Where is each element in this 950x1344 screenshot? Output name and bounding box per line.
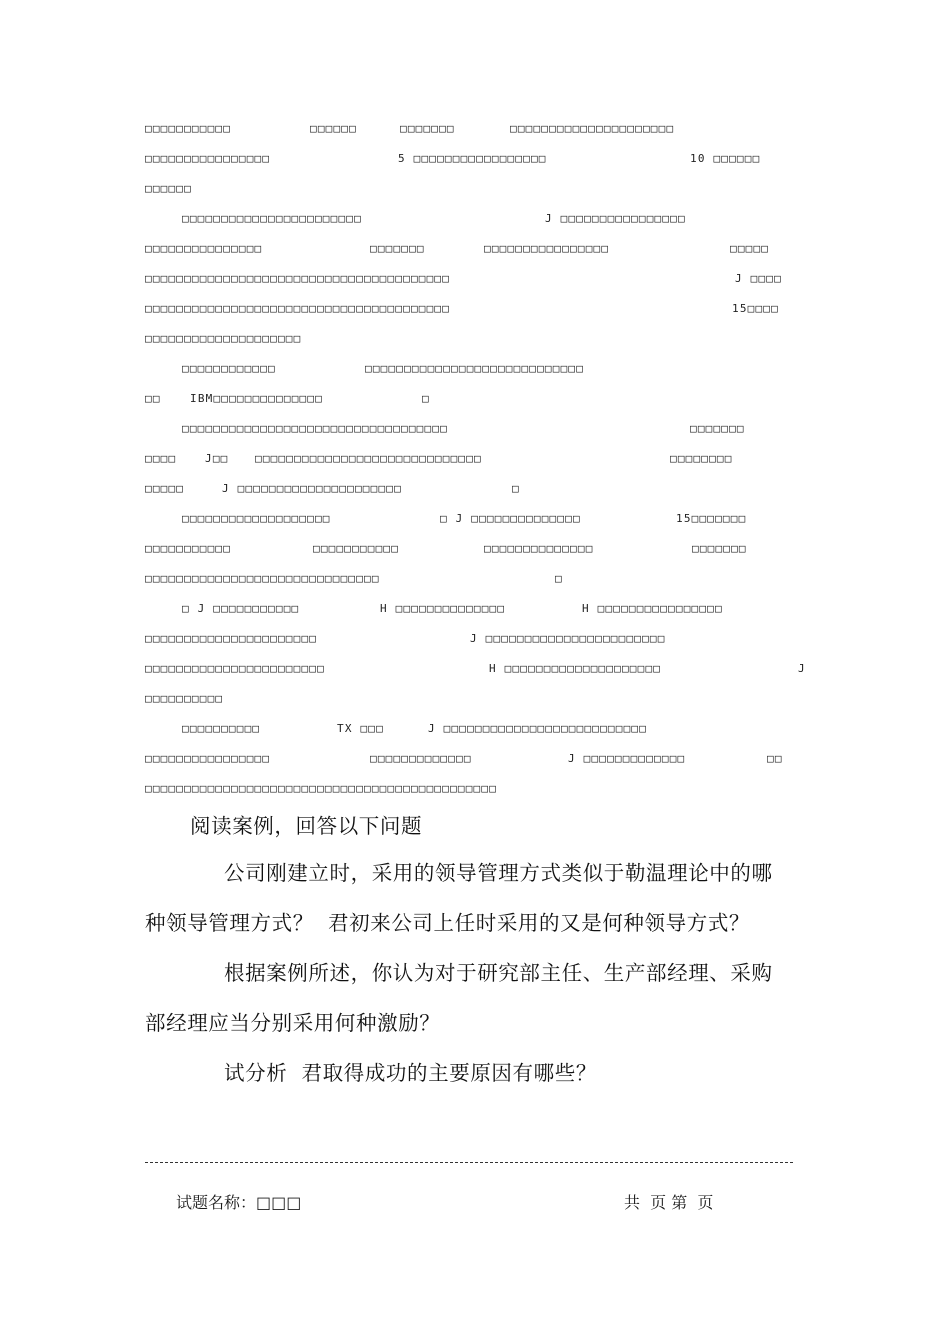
case-text-fragment: J □□□□□□□□□□□□□□□□□□□□□□□ <box>470 632 666 645</box>
case-text-fragment: □□□□□□□□□□□□□□□□□□□□□□□□□□□□□□□□□□ <box>182 422 448 435</box>
case-text-fragment: 15□□□□ <box>732 302 779 315</box>
case-text-fragment: □□□□□□□□ <box>670 452 733 465</box>
question-line: 根据案例所述，你认为对于研究部主任、生产部经理、采购 <box>224 961 773 985</box>
case-text-fragment: □□□□□□□□□□□□□□□□ <box>145 152 271 165</box>
case-text-fragment: J □□□□□□□□□□□□□□□□□□□□□ <box>222 482 402 495</box>
case-text-fragment: H □□□□□□□□□□□□□□□□□□□□ <box>489 662 662 675</box>
case-text-fragment: 10 □□□□□□ <box>690 152 761 165</box>
case-text-fragment: □□□□□□□□□□□□ <box>182 362 276 375</box>
case-text-fragment: □ <box>422 392 430 405</box>
dashed-divider <box>145 1162 793 1163</box>
question-line: 部经理应当分别采用何种激励？ <box>145 1011 441 1035</box>
case-text-fragment: □□ <box>145 392 161 405</box>
case-text-fragment: J □□□□□□□□□□□□□ <box>568 752 686 765</box>
case-text-fragment: □ <box>555 572 563 585</box>
case-text-fragment: □□□□□□□ <box>370 242 425 255</box>
case-text-fragment: H □□□□□□□□□□□□□□ <box>380 602 506 615</box>
case-text-fragment: □□□□□□□□□□□□□□□□□□□□□□□□□□□□□□□□□□□□□□□ <box>145 272 451 285</box>
case-text-fragment: □ J □□□□□□□□□□□ <box>182 602 300 615</box>
case-text-fragment: □□ <box>767 752 783 765</box>
case-text-fragment: J □□□□ <box>735 272 782 285</box>
case-text-fragment: □□□□□□□□□□□□□□□□□□□□□□□□□□□□□ <box>255 452 482 465</box>
case-text-fragment: □□□□□□□ <box>690 422 745 435</box>
case-text-fragment: J □□□□□□□□□□□□□□□□□□□□□□□□□□ <box>428 722 648 735</box>
case-text-fragment: 15□□□□□□□ <box>676 512 747 525</box>
page-count-label: 共 页 第 页 <box>624 1193 714 1212</box>
case-text-fragment: □□□□□□□□□□□□□□□□□□□ <box>182 512 331 525</box>
case-text-fragment: □□□□□□ <box>145 182 192 195</box>
case-text-fragment: □□□□□□□□□□□□□□□□ <box>145 752 271 765</box>
case-text-fragment: □□□□□□□□□□□□□□□□□□□□□□□□□□□□ <box>365 362 585 375</box>
case-text-fragment: □□□□□□□□□□□□□□□□ <box>484 242 610 255</box>
case-text-fragment: □□□□□□□□□□□□□□□□□□□□□□□□□□□□□□ <box>145 572 380 585</box>
case-text-fragment: □□□□□□□□□□ <box>182 722 261 735</box>
case-text-fragment: □□□□□□□□□□ <box>145 692 224 705</box>
case-text-fragment: IBM□□□□□□□□□□□□□□ <box>190 392 323 405</box>
case-text-fragment: □□□□□ <box>145 482 185 495</box>
case-text-fragment: □□□□□□□□□□□□□□□□□□□□□□□ <box>145 662 325 675</box>
case-text-fragment: □□□□□□□□□□□ <box>145 542 232 555</box>
case-text-fragment: □□□□ <box>145 452 177 465</box>
case-text-fragment: □ J □□□□□□□□□□□□□□ <box>440 512 581 525</box>
case-text-fragment: □□□□□□□□□□□□□□□□□□□□□□□□□□□□□□□□□□□□□□□□□□□□□ <box>145 782 498 795</box>
case-text-fragment: □□□□□□□ <box>400 122 455 135</box>
case-text-fragment: H □□□□□□□□□□□□□□□□ <box>582 602 723 615</box>
question-line: 种领导管理方式？ 君初来公司上任时采用的又是何种领导方式？ <box>145 911 751 935</box>
question-line: 公司刚建立时，采用的领导管理方式类似于勒温理论中的哪 <box>224 861 773 885</box>
case-text-fragment: □□□□□□□□□□□□□ <box>370 752 472 765</box>
case-text-fragment: □□□□□□□□□□□□□□□□□□□□□ <box>510 122 675 135</box>
exam-title-label: 试题名称：□□□ <box>176 1193 302 1212</box>
case-text-fragment: J□□ <box>205 452 229 465</box>
case-text-fragment: 5 □□□□□□□□□□□□□□□□□ <box>398 152 547 165</box>
case-text-fragment: □□□□□□ <box>310 122 357 135</box>
case-text-fragment: □□□□□□□□□□□□□□□□□□□□ <box>145 332 302 345</box>
case-text-fragment: □□□□□□□□□□□□□□□□□□□□□□ <box>145 632 318 645</box>
case-text-fragment: □□□□□ <box>730 242 770 255</box>
case-text-fragment: J <box>798 662 806 675</box>
question-line: 阅读案例，回答以下问题 <box>190 814 423 838</box>
case-text-fragment: □□□□□□□□□□□□□□ <box>484 542 594 555</box>
case-text-fragment: TX □□□ <box>337 722 384 735</box>
case-text-fragment: □□□□□□□□□□□ <box>313 542 400 555</box>
case-text-fragment: □□□□□□□□□□□□□□□□□□□□□□□□□□□□□□□□□□□□□□□ <box>145 302 451 315</box>
case-text-fragment: □□□□□□□ <box>692 542 747 555</box>
case-text-fragment: □□□□□□□□□□□□□□□ <box>145 242 263 255</box>
question-line: 试分析 君取得成功的主要原因有哪些？ <box>224 1061 597 1085</box>
case-text-fragment: □ <box>512 482 520 495</box>
case-text-fragment: □□□□□□□□□□□□□□□□□□□□□□□ <box>182 212 362 225</box>
case-text-fragment: □□□□□□□□□□□ <box>145 122 232 135</box>
case-text-fragment: J □□□□□□□□□□□□□□□□ <box>545 212 686 225</box>
